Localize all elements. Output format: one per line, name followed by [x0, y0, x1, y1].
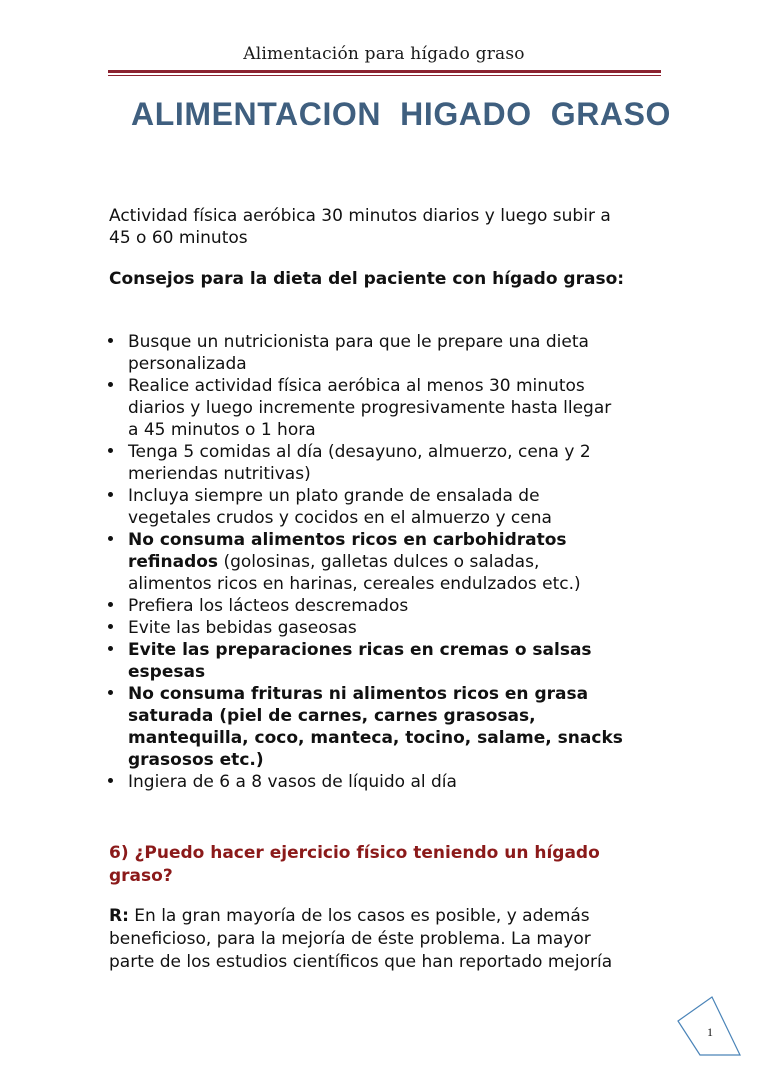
tips-list: [106, 331, 623, 793]
list-item-text: Tenga 5 comidas al día (desayuno, almuerzo, cena y 2: [128, 442, 591, 462]
header-rule-thick: [108, 70, 661, 73]
list-item-text-bold: grasosos etc.): [128, 750, 264, 770]
answer-label: R:: [109, 906, 129, 926]
list-item: [106, 683, 623, 771]
question-heading: [109, 842, 600, 888]
page-title: ALIMENTACION HIGADO GRASO: [131, 96, 672, 132]
list-item: [106, 771, 623, 793]
list-item: [106, 617, 623, 639]
list-item-text-bold: saturada (piel de carnes, carnes grasosas,: [128, 706, 536, 726]
question-line-2: graso?: [109, 866, 173, 886]
header-rule-thin: [108, 75, 661, 76]
list-item-text: vegetales crudos y cocidos en el almuerzo y cena: [128, 508, 552, 528]
list-item-text: (golosinas, galletas dulces o saladas,: [218, 552, 540, 572]
list-item-text-bold: espesas: [128, 662, 206, 682]
list-item-text: alimentos ricos en harinas, cereales endulzados etc.): [128, 574, 581, 594]
list-item-text: Evite las bebidas gaseosas: [128, 618, 357, 638]
list-item-text: Incluya siempre un plato grande de ensalada de: [128, 486, 540, 506]
list-item-text-bold: Evite las preparaciones ricas en cremas o salsas: [128, 640, 592, 660]
list-item-text: Ingiera de 6 a 8 vasos de líquido al día: [128, 772, 457, 792]
tips-heading: Consejos para la dieta del paciente con hígado graso:: [109, 269, 625, 289]
intro-line-1: Actividad física aeróbica 30 minutos diarios y luego subir a: [109, 206, 611, 226]
list-item: [106, 375, 623, 441]
answer-line-1: En la gran mayoría de los casos es posible, y además: [128, 906, 590, 926]
list-item: [106, 639, 623, 683]
list-item-text: meriendas nutritivas): [128, 464, 311, 484]
list-item-text-bold: No consuma alimentos ricos en carbohidratos: [128, 530, 567, 550]
answer-line-2: beneficioso, para la mejoría de éste problema. La mayor: [109, 929, 591, 949]
answer-line-3: parte de los estudios científicos que han reportado mejoría: [109, 952, 613, 972]
list-item: [106, 529, 623, 595]
list-item: [106, 595, 623, 617]
page-number: 1: [707, 1025, 713, 1039]
list-item: [106, 485, 623, 529]
list-item-text: personalizada: [128, 354, 247, 374]
question-line-1: 6) ¿Puedo hacer ejercicio físico teniendo un hígado: [109, 843, 600, 863]
list-item-text-bold: No consuma frituras ni alimentos ricos en grasa: [128, 684, 589, 704]
list-item-text: Busque un nutricionista para que le prepare una dieta: [128, 332, 589, 352]
list-item-text-bold: mantequilla, coco, manteca, tocino, salame, snacks: [128, 728, 623, 748]
list-item-text: Prefiera los lácteos descremados: [128, 596, 409, 616]
list-item: [106, 441, 623, 485]
list-item-text: Realice actividad física aeróbica al menos 30 minutos: [128, 376, 585, 396]
list-item-text: diarios y luego incremente progresivamente hasta llegar: [128, 398, 612, 418]
answer-paragraph: [109, 905, 612, 974]
intro-line-2: 45 o 60 minutos: [109, 228, 248, 248]
list-item-text: a 45 minutos o 1 hora: [128, 420, 316, 440]
list-item: [106, 331, 623, 375]
list-item-text-bold: refinados: [128, 552, 219, 572]
running-header: Alimentación para hígado graso: [243, 44, 525, 64]
